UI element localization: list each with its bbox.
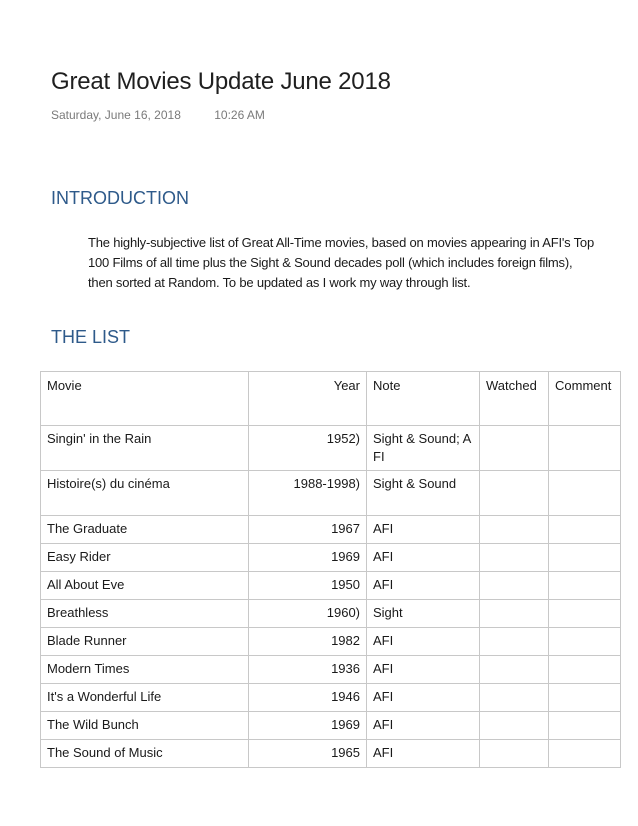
table-row <box>41 426 621 471</box>
table-row <box>41 628 621 656</box>
movies-table <box>40 371 621 768</box>
cell-comment[interactable] <box>549 684 621 712</box>
table-row <box>41 516 621 544</box>
cell-comment[interactable] <box>549 600 621 628</box>
cell-watched[interactable] <box>480 740 549 768</box>
table-header-row <box>41 372 621 426</box>
cell-comment[interactable] <box>549 426 621 471</box>
cell-movie: Modern Times <box>41 656 249 684</box>
table-row <box>41 572 621 600</box>
page-title: Great Movies Update June 2018 <box>51 68 391 95</box>
column-header-note: Note <box>367 372 480 426</box>
cell-year: 1982 <box>249 628 367 656</box>
cell-watched[interactable] <box>480 426 549 471</box>
cell-note: Sight & Sound <box>367 471 480 516</box>
table-row <box>41 544 621 572</box>
table-row <box>41 656 621 684</box>
cell-movie: All About Eve <box>41 572 249 600</box>
column-header-comment: Comment <box>549 372 621 426</box>
table-row <box>41 471 621 516</box>
cell-watched[interactable] <box>480 572 549 600</box>
cell-comment[interactable] <box>549 516 621 544</box>
cell-movie: Blade Runner <box>41 628 249 656</box>
column-header-watched: Watched <box>480 372 549 426</box>
cell-note: AFI <box>367 656 480 684</box>
cell-movie: Breathless <box>41 600 249 628</box>
cell-movie: It's a Wonderful Life <box>41 684 249 712</box>
cell-note: AFI <box>367 516 480 544</box>
cell-movie: The Wild Bunch <box>41 712 249 740</box>
column-header-year: Year <box>249 372 367 426</box>
table-row <box>41 740 621 768</box>
cell-year: 1969 <box>249 544 367 572</box>
cell-watched[interactable] <box>480 471 549 516</box>
table-row <box>41 684 621 712</box>
cell-year: 1936 <box>249 656 367 684</box>
cell-comment[interactable] <box>549 628 621 656</box>
cell-watched[interactable] <box>480 712 549 740</box>
cell-year: 1952) <box>249 426 367 471</box>
cell-year: 1967 <box>249 516 367 544</box>
table-row <box>41 600 621 628</box>
cell-comment[interactable] <box>549 656 621 684</box>
table-row <box>41 712 621 740</box>
cell-year: 1965 <box>249 740 367 768</box>
cell-note: Sight <box>367 600 480 628</box>
page-meta <box>51 108 265 122</box>
cell-watched[interactable] <box>480 628 549 656</box>
cell-year: 1950 <box>249 572 367 600</box>
cell-note: AFI <box>367 572 480 600</box>
cell-year: 1969 <box>249 712 367 740</box>
page-time: 10:26 AM <box>214 108 265 122</box>
list-heading: THE LIST <box>51 327 131 347</box>
intro-heading: INTRODUCTION <box>51 188 189 208</box>
cell-watched[interactable] <box>480 656 549 684</box>
cell-movie: Histoire(s) du cinéma <box>41 471 249 516</box>
cell-comment[interactable] <box>549 544 621 572</box>
intro-paragraph: The highly-subjective list of Great All-Time movies, based on movies appearing in AFI's Top 100 Films of all time plus the Sight & Sound decades poll (which includes foreign films), then sorted at Random. To be updated as I work my way through list. <box>88 235 594 290</box>
cell-comment[interactable] <box>549 471 621 516</box>
cell-note: AFI <box>367 740 480 768</box>
cell-year: 1988-1998) <box>249 471 367 516</box>
cell-note: AFI <box>367 684 480 712</box>
cell-year: 1946 <box>249 684 367 712</box>
cell-note: AFI <box>367 628 480 656</box>
page-date: Saturday, June 16, 2018 <box>51 108 181 122</box>
cell-watched[interactable] <box>480 544 549 572</box>
cell-movie: Easy Rider <box>41 544 249 572</box>
cell-year: 1960) <box>249 600 367 628</box>
cell-movie: The Sound of Music <box>41 740 249 768</box>
cell-watched[interactable] <box>480 684 549 712</box>
cell-movie: The Graduate <box>41 516 249 544</box>
cell-watched[interactable] <box>480 516 549 544</box>
cell-watched[interactable] <box>480 600 549 628</box>
cell-note: AFI <box>367 544 480 572</box>
cell-movie: Singin' in the Rain <box>41 426 249 471</box>
cell-comment[interactable] <box>549 740 621 768</box>
cell-note: Sight & Sound; AFI <box>367 426 480 471</box>
cell-note: AFI <box>367 712 480 740</box>
cell-comment[interactable] <box>549 712 621 740</box>
cell-comment[interactable] <box>549 572 621 600</box>
column-header-movie: Movie <box>41 372 249 426</box>
